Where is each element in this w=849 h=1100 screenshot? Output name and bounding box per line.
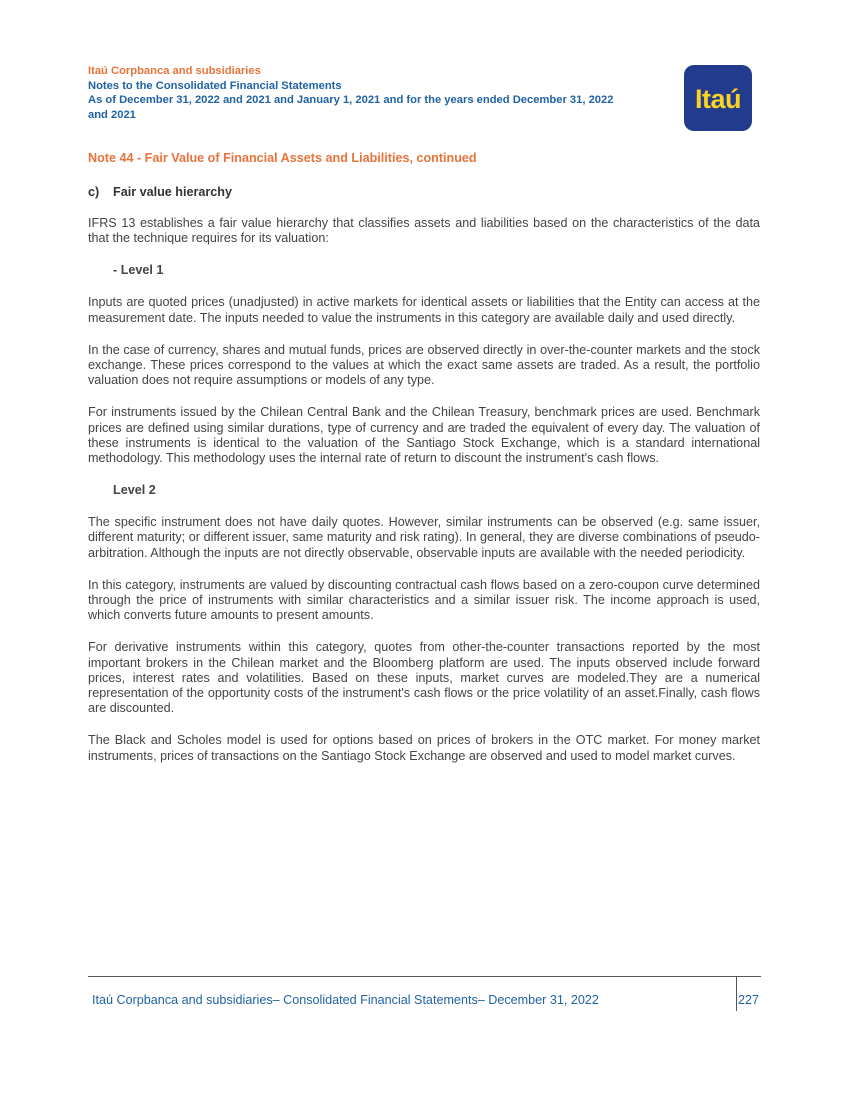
company-name: Itaú Corpbanca and subsidiaries <box>88 65 261 77</box>
footer-page-divider <box>736 976 737 1011</box>
level2-paragraph-1: The specific instrument does not have daily quotes. However, similar instruments can be observed (e.g. same issuer, different maturity; or different issuer, same maturity and risk rating). In general, they are diverse combinations of pseudo-arbitration. Although the inputs are not directly observable, observable inputs are available with the needed periodicity. <box>88 515 760 560</box>
level2-heading: Level 2 <box>113 483 156 498</box>
footer-divider <box>88 976 761 977</box>
level1-heading: - Level 1 <box>113 263 164 278</box>
level1-paragraph-3: For instruments issued by the Chilean Central Bank and the Chilean Treasury, benchmark prices are used. Benchmark prices are defined using similar durations, type of currency and are traded the equivalent of every day. The valuation of these instruments is identical to the valuation of the Santiago Stock Exchange, which is a standard international methodology. This methodology uses the internal rate of return to discount the instrument's cash flows. <box>88 405 760 466</box>
level1-paragraph-1: Inputs are quoted prices (unadjusted) in active markets for identical assets or liabilities that the Entity can access at the measurement date. The inputs needed to value the instruments in this category are available daily and used directly. <box>88 295 760 325</box>
section-label: c) <box>88 185 100 199</box>
note-title: Note 44 - Fair Value of Financial Assets and Liabilities, continued <box>88 151 477 165</box>
page-number: 227 <box>738 993 760 1007</box>
period-line-2: and 2021 <box>88 108 136 121</box>
footer-text: Itaú Corpbanca and subsidiaries– Consolidated Financial Statements– December 31, 2022 <box>92 993 599 1007</box>
level1-paragraph-2: In the case of currency, shares and mutual funds, prices are observed directly in over-the-counter markets and the stock exchange. These prices correspond to the values at which the exact same assets are traded. As a result, the portfolio valuation does not require assumptions or models of any type. <box>88 342 760 388</box>
section-heading <box>88 185 760 200</box>
logo-text: Itaú <box>694 83 741 114</box>
section-title: Fair value hierarchy <box>113 185 233 199</box>
level2-paragraph-3: For derivative instruments within this category, quotes from other-the-counter transactions reported by the most important brokers in the Chilean market and the Bloomberg platform are used. The inputs observed include forward prices, interest rates and volatilities. Based on these inputs, market curves are modeled.They are a numerical representation of the opportunity costs of the instrument's cash flows or the price volatility of an asset.Finally, cash flows are discounted. <box>88 640 760 716</box>
document-header <box>88 64 688 122</box>
main-content <box>88 185 760 764</box>
notes-title: Notes to the Consolidated Financial Statements <box>88 79 342 92</box>
level2-paragraph-4: The Black and Scholes model is used for options based on prices of brokers in the OTC market. For money market instruments, prices of transactions on the Santiago Stock Exchange are observed and used to model market curves. <box>88 733 760 763</box>
itau-logo <box>684 65 752 131</box>
level2-paragraph-2: In this category, instruments are valued by discounting contractual cash flows based on a zero-coupon curve determined through the price of instruments with similar characteristics and a similar issuer risk. The income approach is used, which converts future amounts to present amounts. <box>88 577 760 623</box>
period-line-1: As of December 31, 2022 and 2021 and January 1, 2021 and for the years ended December 31, 2022 <box>88 94 614 107</box>
intro-paragraph: IFRS 13 establishes a fair value hierarchy that classifies assets and liabilities based on the characteristics of the data that the technique requires for its valuation: <box>88 216 760 246</box>
